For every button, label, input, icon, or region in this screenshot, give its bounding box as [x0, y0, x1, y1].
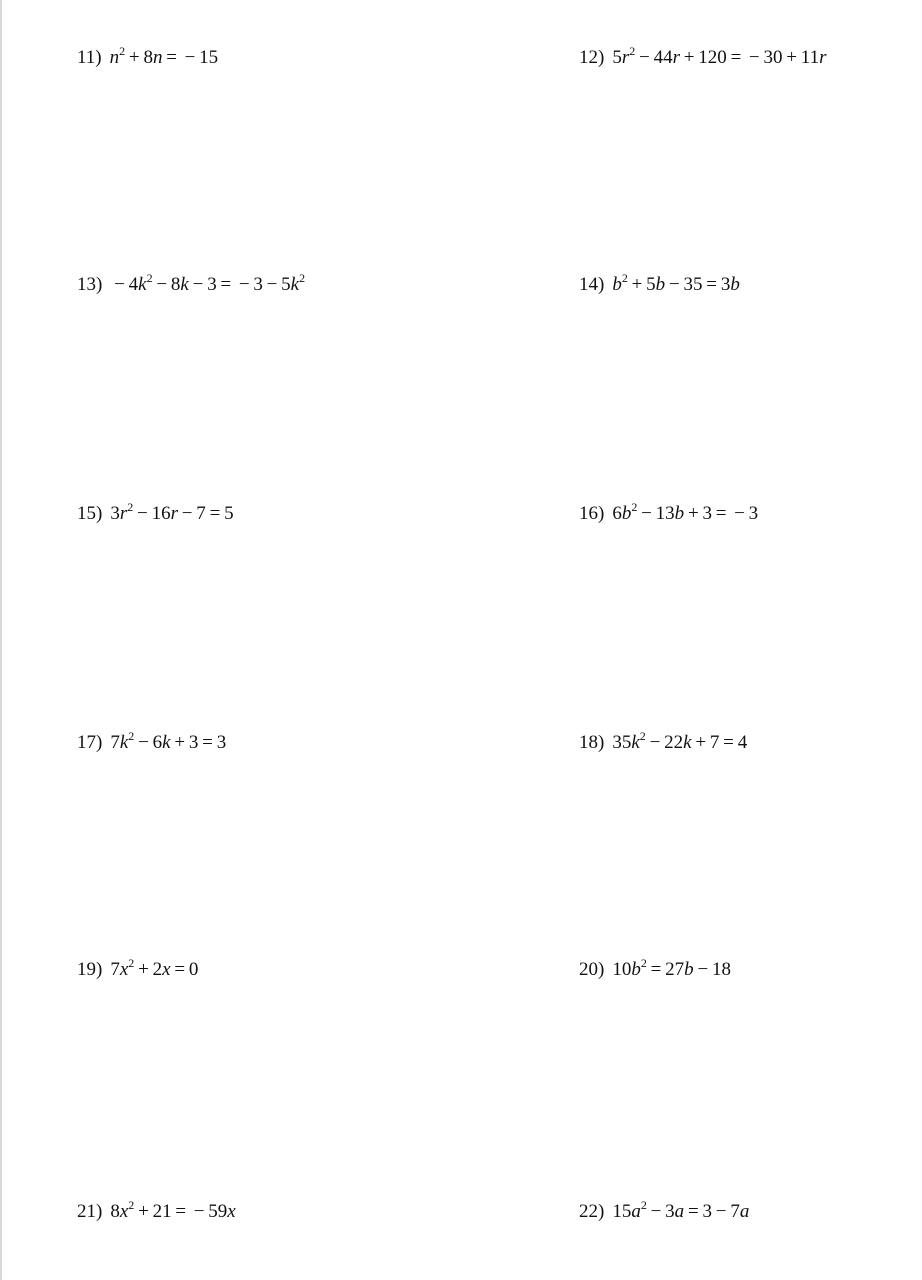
- problem-equation: $6b^2 - 13b + 3$ = − 3: [612, 500, 759, 524]
- problem-equation: $8x^2 + 21$ = − 59x: [110, 1198, 236, 1222]
- problem-14: [579, 273, 740, 297]
- problem-number: 15): [77, 503, 103, 524]
- problem-21: [77, 1200, 236, 1224]
- problem-equation: $10b^2 = 27b - 18$: [612, 956, 731, 980]
- problem-number: 12): [579, 47, 605, 68]
- problem-16: [579, 502, 758, 526]
- problem-number: 20): [579, 959, 605, 980]
- problem-15: [77, 502, 234, 526]
- problem-equation: − $4k^2 - 8k - 3$ = − $3 - 5k^2$: [110, 271, 306, 295]
- problem-equation: $35k^2 - 22k + 7 = 4$: [612, 729, 748, 753]
- problem-number: 21): [77, 1201, 103, 1222]
- problem-12: [579, 46, 826, 70]
- problem-number: 11): [77, 47, 102, 68]
- problem-equation: $5r^2 - 44r + 120$ = − 30 + 11r: [612, 44, 827, 68]
- problem-number: 14): [579, 274, 605, 295]
- problem-20: [579, 958, 731, 982]
- problem-number: 18): [579, 732, 605, 753]
- problem-equation: $3r^2 - 16r - 7 = 5$: [110, 500, 234, 524]
- problem-19: [77, 958, 198, 982]
- problem-equation: $15a^2 - 3a = 3 - 7a$: [612, 1198, 750, 1222]
- page-edge: [0, 0, 2, 1280]
- problem-number: 19): [77, 959, 103, 980]
- problem-11: [77, 46, 218, 70]
- problem-number: 17): [77, 732, 103, 753]
- problem-17: [77, 731, 226, 755]
- problem-equation: $7k^2 - 6k + 3 = 3$: [110, 729, 227, 753]
- problem-18: [579, 731, 747, 755]
- problem-equation: $7x^2 + 2x = 0$: [110, 956, 199, 980]
- problem-equation: $b^2 + 5b - 35 = 3b$: [612, 271, 740, 295]
- problem-22: [579, 1200, 749, 1224]
- problem-equation: $n^2 + 8n$ = − 15: [109, 44, 219, 68]
- problem-number: 16): [579, 503, 605, 524]
- problem-number: 22): [579, 1201, 605, 1222]
- problem-13: [77, 273, 305, 297]
- problem-number: 13): [77, 274, 103, 295]
